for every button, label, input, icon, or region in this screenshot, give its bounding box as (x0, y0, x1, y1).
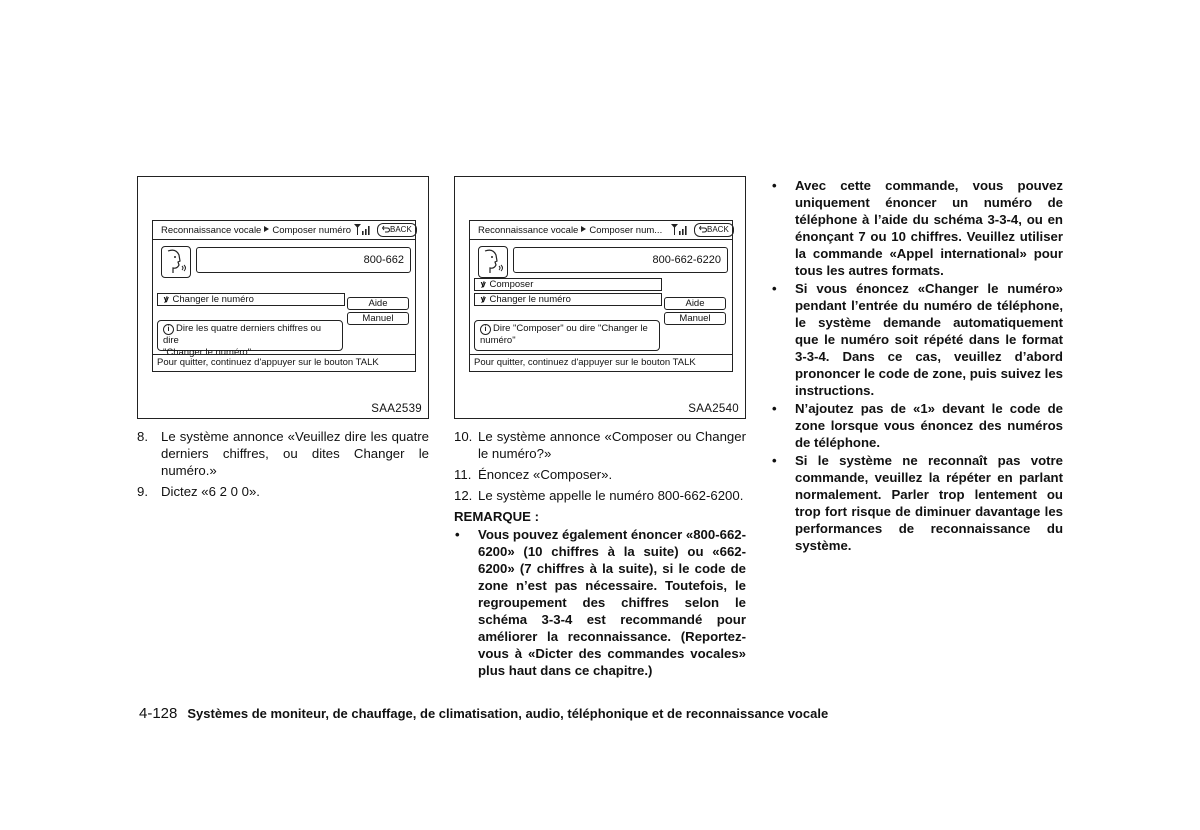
bullet-2: • Si vous énoncez «Changer le numéro» pendant l’entrée du numéro de téléphone, le système demande automatiquement que le numéro soit répété dans le format 3-3-4. Dans ce cas, veuillez d’abord prononcer le code de zone, puis suivez les instructions. (771, 280, 1063, 399)
option-changer-numero[interactable]: ꝟ Changer le numéro (474, 293, 662, 306)
page-footer (139, 705, 828, 722)
status-bar: Pour quitter, continuez d'appuyer sur le bouton TALK (157, 357, 379, 368)
speaking-head-icon (161, 246, 191, 278)
hint-box: i Dire les quatre derniers chiffres ou dire "Changer le numéro" (157, 320, 343, 351)
column-3 (771, 177, 1063, 555)
arrow-right-icon (581, 226, 586, 232)
step-12: 12. Le système appelle le numéro 800-662-6200. (454, 488, 744, 503)
screen-title: Reconnaissance vocale Composer num... (478, 225, 663, 236)
chapter-title: Systèmes de moniteur, de chauffage, de climatisation, audio, téléphonique et de reconnaissance vocale (187, 706, 829, 721)
figure-saa2539 (137, 176, 429, 419)
status-divider (470, 354, 732, 355)
step-9: 9. Dictez «6 2 0 0». (137, 484, 260, 499)
column-2 (454, 428, 746, 680)
back-button[interactable]: BACK (377, 223, 417, 237)
title-divider (470, 239, 732, 240)
info-icon: i (480, 324, 491, 335)
status-bar: Pour quitter, continuez d'appuyer sur le bouton TALK (474, 357, 696, 368)
figure-saa2540 (454, 176, 746, 419)
voice-command-icon: ꝟ (164, 294, 169, 304)
phone-number-display: 800-662-6220 (513, 247, 728, 273)
voice-screen (152, 220, 416, 372)
voice-command-icon: ꝟ (481, 294, 486, 304)
aide-button[interactable]: Aide (664, 297, 726, 310)
option-changer-numero[interactable]: ꝟ Changer le numéro (157, 293, 345, 306)
step-8: 8. Le système annonce «Veuillez dire les quatre derniers chiffres, ou dites Changer le numéro.» (137, 429, 429, 478)
voice-screen (469, 220, 733, 372)
return-arrow-icon (699, 225, 707, 233)
speaking-head-icon (478, 246, 508, 278)
column-1 (137, 428, 429, 504)
step-10: 10. Le système annonce «Composer ou Changer le numéro?» (454, 429, 746, 461)
title-divider (153, 239, 415, 240)
back-button[interactable]: BACK (694, 223, 734, 237)
voice-command-icon: ꝟ (481, 279, 486, 289)
return-arrow-icon (382, 225, 390, 233)
info-icon: i (163, 324, 174, 335)
arrow-right-icon (264, 226, 269, 232)
hint-box: i Dire "Composer" ou dire "Changer le numéro" (474, 320, 660, 351)
bullet-4: • Si le système ne reconnaît pas votre commande, veuillez la répéter en parlant normalement. Parler trop lentement ou trop fort risque de diminuer davantage les performances de reconnaissance du système. (771, 452, 1063, 554)
option-composer[interactable]: ꝟ Composer (474, 278, 662, 291)
bullet-3: • N’ajoutez pas de «1» devant le code de zone lorsque vous énoncez des numéros de téléphone. (771, 400, 1063, 451)
bullet-1: • Avec cette commande, vous pouvez uniquement énoncer un numéro de téléphone à l’aide du schéma 3-3-4, ou en énonçant 7 ou 10 chiffres. Veuillez utiliser la commande «Appel international» pour tous les autres formats. (771, 177, 1063, 279)
page-number: 4-128 (139, 705, 178, 722)
signal-strength-icon (354, 224, 372, 235)
figure-code: SAA2539 (371, 403, 422, 415)
figure-code: SAA2540 (688, 403, 739, 415)
manuel-button[interactable]: Manuel (664, 312, 726, 325)
phone-number-display: 800-662 (196, 247, 411, 273)
remarque-bullet: • Vous pouvez également énoncer «800-662-6200» (10 chiffres à la suite) ou «662-6200» (7 chiffres à la suite), si le code de zone n’est pas nécessaire. Toutefois, le regroupement des chiffres selon le schéma 3-3-4 est recommandé pour améliorer la reconnaissance. (Reportez-vous à «Dicter des commandes vocales» plus haut dans ce chapitre.) (454, 526, 746, 679)
remarque-heading: REMARQUE : (454, 509, 539, 524)
screen-title: Reconnaissance vocale Composer numéro (161, 225, 352, 236)
step-11: 11. Énoncez «Composer». (454, 467, 613, 482)
status-divider (153, 354, 415, 355)
signal-strength-icon (671, 224, 689, 235)
aide-button[interactable]: Aide (347, 297, 409, 310)
manuel-button[interactable]: Manuel (347, 312, 409, 325)
